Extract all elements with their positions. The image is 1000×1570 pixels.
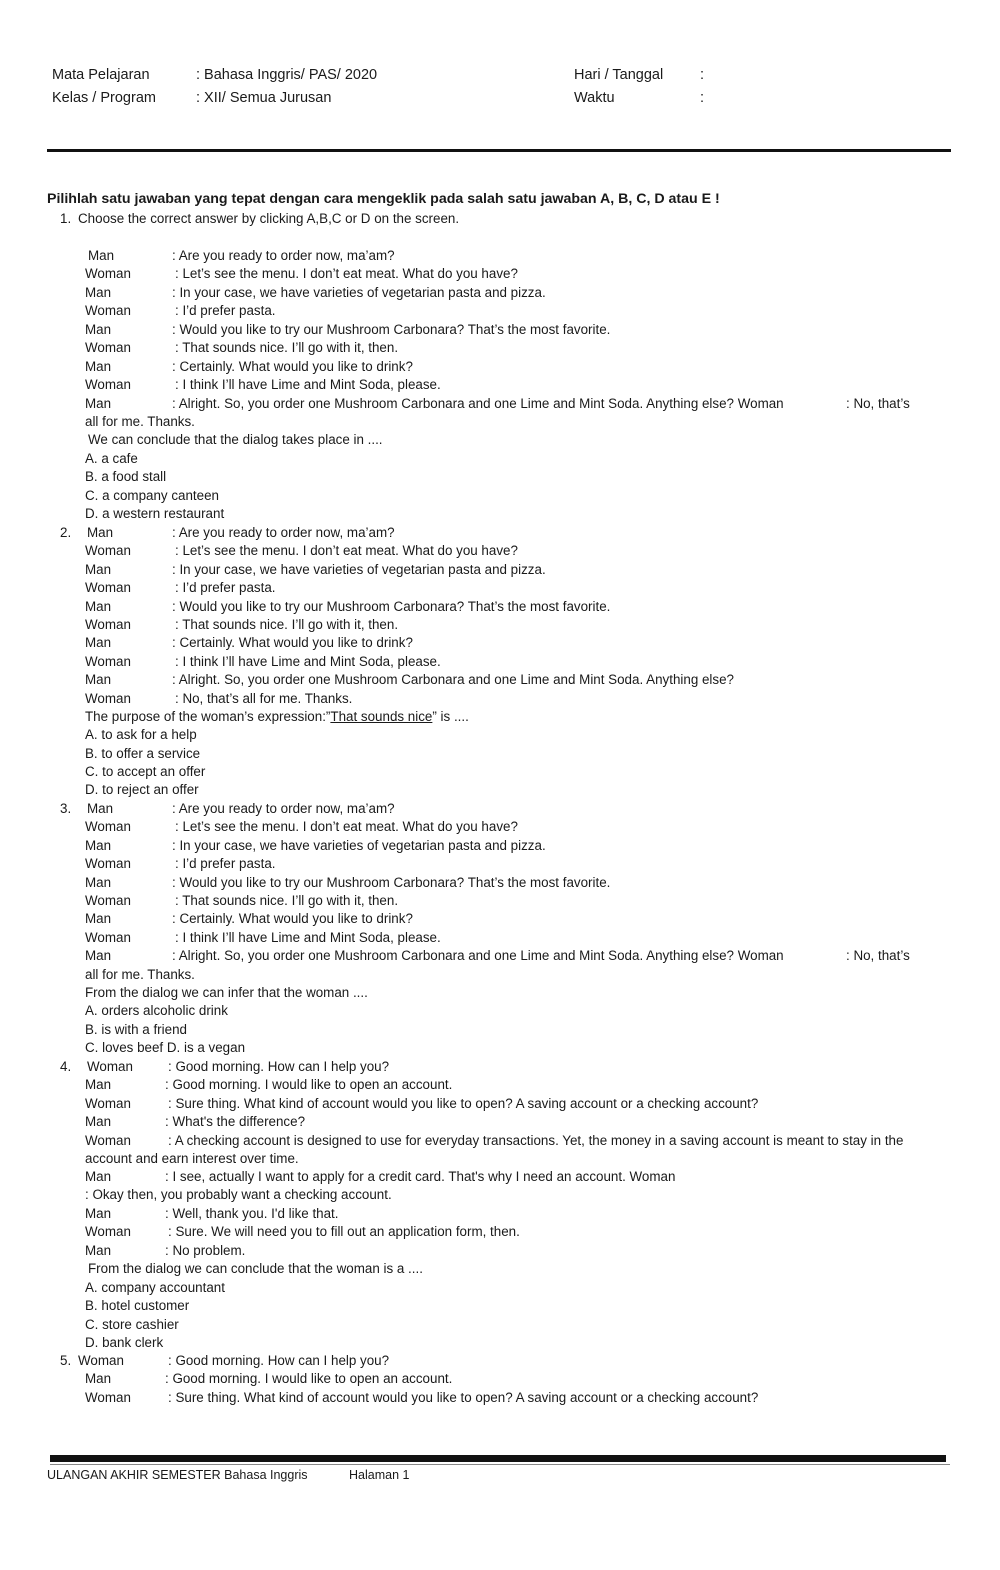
dialog-line: : Sure thing. What kind of account would you like to open? A saving account or a checking account? xyxy=(168,1389,759,1405)
dialog-speaker: Man xyxy=(85,1206,112,1221)
dialog-speaker: Man xyxy=(87,801,114,816)
dialog-line: : Good morning. How can I help you? xyxy=(168,1059,390,1074)
q1-tail-right: : No, that’s xyxy=(846,396,910,411)
dialog-speaker: Man xyxy=(85,837,112,853)
q3-option-c[interactable]: C. loves beef D. is a vegan xyxy=(85,1040,246,1055)
dialog-line: : I see, actually I want to apply for a credit card. That's why I need an account. Woman xyxy=(165,1169,676,1184)
dialog-speaker: Woman xyxy=(85,893,131,908)
q2-option-c[interactable]: C. to accept an offer xyxy=(85,764,206,779)
dialog-speaker: Woman xyxy=(85,617,131,632)
dialog-line: : Would you like to try our Mushroom Carbonara? That’s the most favorite. xyxy=(172,321,611,337)
dialog-speaker: Man xyxy=(85,1242,112,1258)
dialog-speaker: Woman xyxy=(85,580,131,596)
dialog-speaker: Man xyxy=(85,284,112,300)
dialog-speaker: Woman xyxy=(85,856,131,872)
dialog-speaker: Woman xyxy=(85,1095,131,1111)
q2-option-b[interactable]: B. to offer a service xyxy=(85,746,201,761)
q2-number: 2. xyxy=(60,525,72,540)
dialog-line: : Certainly. What would you like to drink? xyxy=(172,635,413,651)
day-label: Hari / Tanggal xyxy=(574,67,664,83)
dialog-speaker: Man xyxy=(85,1169,112,1184)
dialog-line: : Let’s see the menu. I don’t eat meat. What do you have? xyxy=(175,543,518,559)
dialog-line: : Good morning. I would like to open an account. xyxy=(165,1077,453,1093)
footer-divider-thin xyxy=(50,1464,950,1465)
q1-number: 1. xyxy=(60,211,72,226)
dialog-speaker: Woman xyxy=(85,690,131,706)
dialog-speaker: Man xyxy=(85,561,112,577)
dialog-speaker: Woman xyxy=(85,1132,131,1148)
dialog-line: : Sure thing. What kind of account would you like to open? A saving account or a checking account? xyxy=(168,1095,759,1111)
q1-option-a[interactable]: A. a cafe xyxy=(85,451,138,466)
header-divider xyxy=(47,149,951,152)
dialog-speaker: Man xyxy=(85,911,112,927)
q4-cont1: account and earn interest over time. xyxy=(85,1151,299,1166)
q4-option-a[interactable]: A. company accountant xyxy=(85,1280,225,1295)
dialog-speaker: Woman xyxy=(85,653,131,669)
dialog-speaker: Woman xyxy=(85,819,131,835)
dialog-line: : Let’s see the menu. I don’t eat meat. What do you have? xyxy=(175,266,518,282)
dialog-line: : Certainly. What would you like to drink? xyxy=(172,358,413,374)
dialog-line: : In your case, we have varieties of vegetarian pasta and pizza. xyxy=(172,284,546,300)
dialog-line: : Would you like to try our Mushroom Carbonara? That’s the most favorite. xyxy=(172,874,611,890)
q1-option-d[interactable]: D. a western restaurant xyxy=(85,506,225,521)
dialog-speaker: Woman xyxy=(85,303,131,319)
dialog-speaker: Woman xyxy=(78,1353,124,1368)
dialog-speaker: Man xyxy=(85,321,112,337)
dialog-speaker: Woman xyxy=(85,377,131,393)
q1-option-b[interactable]: B. a food stall xyxy=(85,469,167,484)
dialog-speaker: Man xyxy=(87,525,114,540)
dialog-speaker: Man xyxy=(85,1371,112,1387)
dialog-speaker: Man xyxy=(85,948,112,964)
dialog-line: : Good morning. I would like to open an account. xyxy=(165,1371,453,1387)
dialog-speaker: Man xyxy=(88,248,115,263)
dialog-speaker: Woman xyxy=(85,1224,131,1240)
dialog-line: : I’d prefer pasta. xyxy=(175,856,276,872)
dialog-line: : Certainly. What would you like to drink? xyxy=(172,911,413,927)
dialog-speaker: Man xyxy=(85,1114,112,1130)
dialog-line: : A checking account is designed to use for everyday transactions. Yet, the money in a saving account is meant to stay in the xyxy=(168,1132,904,1148)
time-value: : xyxy=(700,90,705,106)
dialog-speaker: Woman xyxy=(85,929,131,945)
q2-question: The purpose of the woman’s expression:”That sounds nice” is .... xyxy=(85,709,469,724)
instruction: Pilihlah satu jawaban yang tepat dengan cara mengeklik pada salah satu jawaban A, B, C, D atau E ! xyxy=(47,191,720,207)
dialog-line: : I’d prefer pasta. xyxy=(175,580,276,596)
q3-tail-right: : No, that’s xyxy=(846,948,910,963)
dialog-speaker: Woman xyxy=(87,1059,133,1074)
dialog-line: : That sounds nice. I’ll go with it, then. xyxy=(175,893,399,908)
dialog-line: : Good morning. How can I help you? xyxy=(168,1353,390,1368)
dialog-line: : No, that’s all for me. Thanks. xyxy=(175,690,353,706)
q3-question: From the dialog we can infer that the woman .... xyxy=(85,985,368,1000)
dialog-speaker: Man xyxy=(85,598,112,614)
dialog-speaker: Woman xyxy=(85,340,131,356)
dialog-line: : Alright. So, you order one Mushroom Carbonara and one Lime and Mint Soda. Anything else? Woman xyxy=(172,948,784,964)
dialog-line: : In your case, we have varieties of vegetarian pasta and pizza. xyxy=(172,561,546,577)
q3-option-b[interactable]: B. is with a friend xyxy=(85,1022,187,1037)
class-value: : XII/ Semua Jurusan xyxy=(196,90,332,106)
q4-number: 4. xyxy=(60,1059,72,1074)
dialog-line: : Sure. We will need you to fill out an application form, then. xyxy=(168,1224,520,1240)
q4-option-d[interactable]: D. bank clerk xyxy=(85,1335,164,1350)
time-label: Waktu xyxy=(574,90,615,106)
q2-option-a[interactable]: A. to ask for a help xyxy=(85,727,197,742)
dialog-line: : What's the difference? xyxy=(165,1114,306,1130)
q1-tail-cont: all for me. Thanks. xyxy=(85,414,195,429)
footer-title: ULANGAN AKHIR SEMESTER Bahasa Inggris xyxy=(47,1468,308,1482)
subject-label: Mata Pelajaran xyxy=(52,67,150,83)
q3-tail-cont: all for me. Thanks. xyxy=(85,967,195,982)
dialog-line: : Are you ready to order now, ma’am? xyxy=(172,248,395,263)
q4-option-b[interactable]: B. hotel customer xyxy=(85,1298,190,1313)
dialog-speaker: Man xyxy=(85,1077,112,1093)
dialog-speaker: Man xyxy=(85,395,112,411)
dialog-line: : Are you ready to order now, ma’am? xyxy=(172,801,395,816)
footer-divider xyxy=(50,1455,946,1462)
q2-quoted-expression: That sounds nice xyxy=(330,709,433,724)
dialog-line: : Well, thank you. I'd like that. xyxy=(165,1206,339,1221)
dialog-speaker: Woman xyxy=(85,1389,131,1405)
dialog-speaker: Man xyxy=(85,358,112,374)
q3-option-a[interactable]: A. orders alcoholic drink xyxy=(85,1003,228,1018)
dialog-line: : That sounds nice. I’ll go with it, then. xyxy=(175,340,399,356)
dialog-line: : That sounds nice. I’ll go with it, then. xyxy=(175,617,399,632)
q3-number: 3. xyxy=(60,801,72,816)
class-label: Kelas / Program xyxy=(52,90,156,106)
dialog-speaker: Man xyxy=(85,874,112,890)
dialog-line: : Are you ready to order now, ma’am? xyxy=(172,525,395,540)
q4-cont2: : Okay then, you probably want a checking account. xyxy=(85,1187,392,1202)
dialog-line: : I think I’ll have Lime and Mint Soda, please. xyxy=(175,929,441,945)
dialog-line: : Alright. So, you order one Mushroom Carbonara and one Lime and Mint Soda. Anything else? Woman xyxy=(172,395,784,411)
dialog-line: : I think I’ll have Lime and Mint Soda, please. xyxy=(175,653,441,669)
dialog-line: : No problem. xyxy=(165,1242,246,1258)
dialog-speaker: Man xyxy=(85,672,112,688)
dialog-line: : I think I’ll have Lime and Mint Soda, please. xyxy=(175,377,441,393)
dialog-line: : Would you like to try our Mushroom Carbonara? That’s the most favorite. xyxy=(172,598,611,614)
dialog-line: : Alright. So, you order one Mushroom Carbonara and one Lime and Mint Soda. Anything else? xyxy=(172,672,735,688)
footer-page: Halaman 1 xyxy=(349,1468,410,1482)
q1-option-c[interactable]: C. a company canteen xyxy=(85,488,219,503)
dialog-speaker: Man xyxy=(85,635,112,651)
q5-number: 5. xyxy=(60,1353,72,1368)
q2-option-d[interactable]: D. to reject an offer xyxy=(85,782,199,797)
dialog-line: : I’d prefer pasta. xyxy=(175,303,276,319)
dialog-line: : Let’s see the menu. I don’t eat meat. What do you have? xyxy=(175,819,518,835)
subject-value: : Bahasa Inggris/ PAS/ 2020 xyxy=(196,67,378,83)
dialog-speaker: Woman xyxy=(85,543,131,559)
dialog-line: : In your case, we have varieties of vegetarian pasta and pizza. xyxy=(172,837,546,853)
day-value: : xyxy=(700,67,705,83)
q1-question: We can conclude that the dialog takes place in .... xyxy=(88,432,383,447)
q4-question: From the dialog we can conclude that the woman is a .... xyxy=(88,1261,423,1276)
dialog-speaker: Woman xyxy=(85,266,131,282)
q4-option-c[interactable]: C. store cashier xyxy=(85,1317,179,1332)
q1-intro: Choose the correct answer by clicking A,B,C or D on the screen. xyxy=(78,211,460,226)
